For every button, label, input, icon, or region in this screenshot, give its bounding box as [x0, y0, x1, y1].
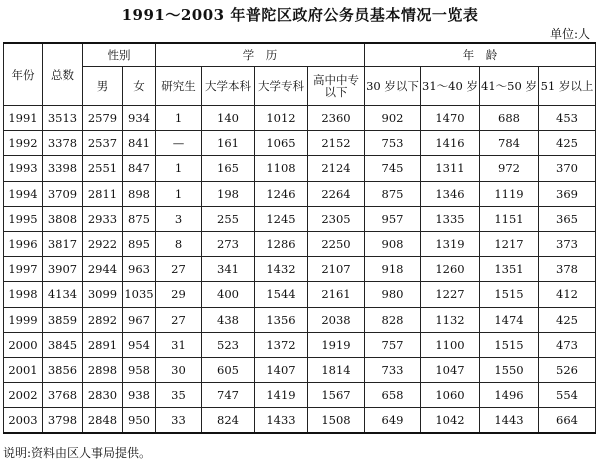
table-cell: 733 [365, 357, 421, 382]
table-cell: 875 [123, 206, 156, 231]
table-row [4, 357, 596, 382]
table-cell: 649 [365, 408, 421, 434]
table-cell: 2001 [4, 357, 43, 382]
table-cell: 27 [156, 257, 202, 282]
table-cell: 958 [123, 357, 156, 382]
table-cell: 757 [365, 332, 421, 357]
table-cell: 2038 [308, 307, 365, 332]
table-cell: 2891 [83, 332, 123, 357]
table-cell: 1470 [421, 106, 480, 131]
table-cell: 2933 [83, 206, 123, 231]
table-cell: 1515 [480, 332, 539, 357]
table-cell: 967 [123, 307, 156, 332]
table-row [4, 332, 596, 357]
table-cell: 1407 [255, 357, 308, 382]
table-cell: — [156, 131, 202, 156]
table-cell: 1260 [421, 257, 480, 282]
table-cell: 453 [539, 106, 596, 131]
header-college: 大学专科 [255, 67, 308, 106]
table-cell: 400 [202, 282, 255, 307]
table-cell: 2124 [308, 156, 365, 181]
table-row [4, 206, 596, 231]
table-cell: 1151 [480, 206, 539, 231]
table-body [4, 106, 596, 434]
table-cell: 2003 [4, 408, 43, 434]
table-cell: 2537 [83, 131, 123, 156]
data-table [3, 42, 596, 434]
header-total: 总数 [43, 43, 83, 106]
table-cell: 938 [123, 383, 156, 408]
header-year: 年份 [4, 43, 43, 106]
table-cell: 273 [202, 231, 255, 256]
table-cell: 2811 [83, 181, 123, 206]
table-cell: 1246 [255, 181, 308, 206]
header-gender: 性别 [83, 43, 156, 67]
table-row [4, 307, 596, 332]
table-cell: 1996 [4, 231, 43, 256]
table-cell: 1035 [123, 282, 156, 307]
table-cell: 934 [123, 106, 156, 131]
table-cell: 3845 [43, 332, 83, 357]
unit-label: 单位:人 [549, 27, 590, 41]
header-age-under30: 30 岁以下 [365, 67, 421, 106]
table-cell: 140 [202, 106, 255, 131]
table-cell: 165 [202, 156, 255, 181]
table-cell: 1335 [421, 206, 480, 231]
table-cell: 2551 [83, 156, 123, 181]
table-cell: 1474 [480, 307, 539, 332]
table-cell: 1991 [4, 106, 43, 131]
table-cell: 898 [123, 181, 156, 206]
table-cell: 2892 [83, 307, 123, 332]
table-cell: 255 [202, 206, 255, 231]
table-cell: 198 [202, 181, 255, 206]
footnote: 说明:资料由区人事局提供。 [3, 446, 152, 460]
table-cell: 4134 [43, 282, 83, 307]
table-cell: 2161 [308, 282, 365, 307]
table-row [4, 383, 596, 408]
table-row [4, 106, 596, 131]
header-age-31-40: 31～40 岁 [421, 67, 480, 106]
table-cell: 1108 [255, 156, 308, 181]
table-cell: 2898 [83, 357, 123, 382]
table-cell: 1814 [308, 357, 365, 382]
table-cell: 1227 [421, 282, 480, 307]
table-cell: 2848 [83, 408, 123, 434]
table-cell: 2922 [83, 231, 123, 256]
table-cell: 902 [365, 106, 421, 131]
table-cell: 1443 [480, 408, 539, 434]
table-cell: 2107 [308, 257, 365, 282]
table-cell: 373 [539, 231, 596, 256]
table-cell: 2579 [83, 106, 123, 131]
table-cell: 980 [365, 282, 421, 307]
table-cell: 370 [539, 156, 596, 181]
table-cell: 972 [480, 156, 539, 181]
table-cell: 1060 [421, 383, 480, 408]
table-cell: 161 [202, 131, 255, 156]
header-age-41-50: 41～50 岁 [480, 67, 539, 106]
table-cell: 554 [539, 383, 596, 408]
table-cell: 30 [156, 357, 202, 382]
table-cell: 1319 [421, 231, 480, 256]
table-cell: 1245 [255, 206, 308, 231]
table-cell: 2250 [308, 231, 365, 256]
table-cell: 745 [365, 156, 421, 181]
table-row [4, 131, 596, 156]
table-cell: 1 [156, 106, 202, 131]
header-female: 女 [123, 67, 156, 106]
table-cell: 1998 [4, 282, 43, 307]
table-cell: 2000 [4, 332, 43, 357]
table-cell: 1992 [4, 131, 43, 156]
table-cell: 1217 [480, 231, 539, 256]
table-cell: 2264 [308, 181, 365, 206]
table-row [4, 156, 596, 181]
table-cell: 895 [123, 231, 156, 256]
table-cell: 3 [156, 206, 202, 231]
table-cell: 35 [156, 383, 202, 408]
table-row [4, 181, 596, 206]
table-cell: 658 [365, 383, 421, 408]
table-cell: 378 [539, 257, 596, 282]
table-cell: 1286 [255, 231, 308, 256]
table-cell: 425 [539, 131, 596, 156]
table-cell: 688 [480, 106, 539, 131]
table-cell: 1065 [255, 131, 308, 156]
header-male: 男 [83, 67, 123, 106]
table-cell: 3859 [43, 307, 83, 332]
table-cell: 526 [539, 357, 596, 382]
table-cell: 2830 [83, 383, 123, 408]
table-cell: 3768 [43, 383, 83, 408]
table-cell: 3808 [43, 206, 83, 231]
table-row [4, 257, 596, 282]
table-cell: 3099 [83, 282, 123, 307]
table-cell: 908 [365, 231, 421, 256]
table-cell: 1311 [421, 156, 480, 181]
table-cell: 523 [202, 332, 255, 357]
table-cell: 2002 [4, 383, 43, 408]
table-cell: 1100 [421, 332, 480, 357]
table-row [4, 231, 596, 256]
table-cell: 2305 [308, 206, 365, 231]
table-cell: 841 [123, 131, 156, 156]
table-cell: 1994 [4, 181, 43, 206]
table-cell: 1995 [4, 206, 43, 231]
table-cell: 664 [539, 408, 596, 434]
table-cell: 365 [539, 206, 596, 231]
table-cell: 2944 [83, 257, 123, 282]
table-cell: 1544 [255, 282, 308, 307]
table-cell: 3856 [43, 357, 83, 382]
table-cell: 369 [539, 181, 596, 206]
table-cell: 1416 [421, 131, 480, 156]
table-cell: 828 [365, 307, 421, 332]
table-cell: 2360 [308, 106, 365, 131]
table-cell: 1567 [308, 383, 365, 408]
table-title: 1991～2003 年普陀区政府公务员基本情况一览表 [121, 6, 479, 24]
table-cell: 950 [123, 408, 156, 434]
table-cell: 747 [202, 383, 255, 408]
table-cell: 412 [539, 282, 596, 307]
table-cell: 29 [156, 282, 202, 307]
table-cell: 1119 [480, 181, 539, 206]
table-cell: 1042 [421, 408, 480, 434]
header-bachelor: 大学本科 [202, 67, 255, 106]
table-cell: 1 [156, 181, 202, 206]
header-age-51plus: 51 岁以上 [539, 67, 596, 106]
table-cell: 3513 [43, 106, 83, 131]
table-cell: 1419 [255, 383, 308, 408]
header-postgrad: 研究生 [156, 67, 202, 106]
table-cell: 1372 [255, 332, 308, 357]
table-cell: 473 [539, 332, 596, 357]
table-cell: 1432 [255, 257, 308, 282]
table-cell: 1496 [480, 383, 539, 408]
table-cell: 963 [123, 257, 156, 282]
table-cell: 341 [202, 257, 255, 282]
table-cell: 3907 [43, 257, 83, 282]
table-cell: 784 [480, 131, 539, 156]
table-cell: 1132 [421, 307, 480, 332]
table-cell: 1508 [308, 408, 365, 434]
table-cell: 1515 [480, 282, 539, 307]
table-cell: 27 [156, 307, 202, 332]
table-cell: 8 [156, 231, 202, 256]
table-cell: 1047 [421, 357, 480, 382]
table-cell: 918 [365, 257, 421, 282]
table-row [4, 282, 596, 307]
table-cell: 3398 [43, 156, 83, 181]
table-cell: 3798 [43, 408, 83, 434]
table-cell: 1997 [4, 257, 43, 282]
header-education: 学 历 [156, 43, 365, 67]
table-row [4, 408, 596, 434]
table-cell: 605 [202, 357, 255, 382]
table-cell: 1433 [255, 408, 308, 434]
table-cell: 3378 [43, 131, 83, 156]
table-cell: 2152 [308, 131, 365, 156]
table-cell: 1919 [308, 332, 365, 357]
table-cell: 3709 [43, 181, 83, 206]
table-cell: 438 [202, 307, 255, 332]
table-cell: 33 [156, 408, 202, 434]
table-cell: 425 [539, 307, 596, 332]
table-cell: 954 [123, 332, 156, 357]
header-age: 年 龄 [365, 43, 596, 67]
header-highschool: 高中中专以下 [308, 67, 365, 106]
table-cell: 875 [365, 181, 421, 206]
table-cell: 1012 [255, 106, 308, 131]
table-cell: 1 [156, 156, 202, 181]
table-cell: 31 [156, 332, 202, 357]
table-cell: 1550 [480, 357, 539, 382]
table-cell: 1999 [4, 307, 43, 332]
table-cell: 3817 [43, 231, 83, 256]
table-cell: 957 [365, 206, 421, 231]
table-cell: 847 [123, 156, 156, 181]
table-cell: 1356 [255, 307, 308, 332]
table-cell: 1351 [480, 257, 539, 282]
table-cell: 753 [365, 131, 421, 156]
table-cell: 824 [202, 408, 255, 434]
table-cell: 1993 [4, 156, 43, 181]
table-cell: 1346 [421, 181, 480, 206]
